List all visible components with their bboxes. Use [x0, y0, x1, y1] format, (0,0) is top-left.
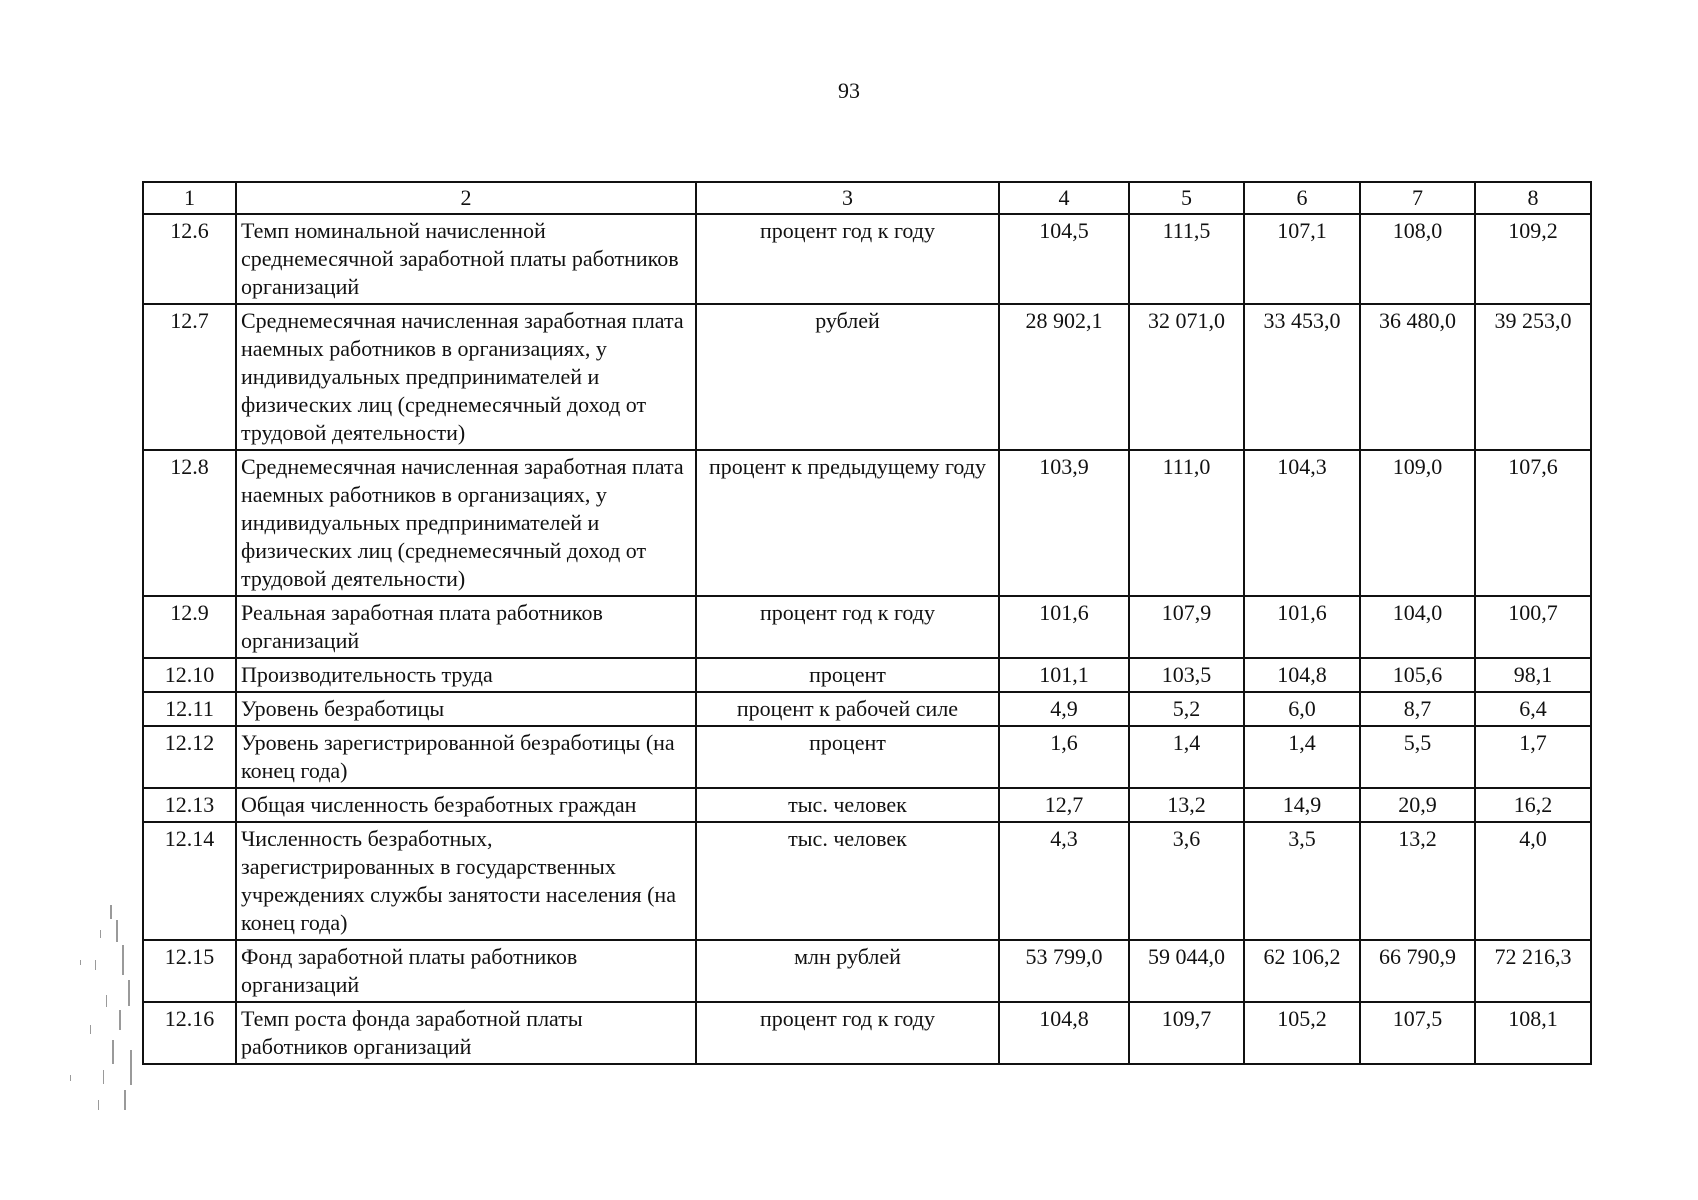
- column-header: 2: [236, 182, 696, 214]
- table-row: [143, 726, 1591, 788]
- column-header: 5: [1129, 182, 1244, 214]
- value-cell: 33 453,0: [1244, 304, 1360, 450]
- value-cell: 32 071,0: [1129, 304, 1244, 450]
- value-cell: 111,5: [1129, 214, 1244, 304]
- row-number: 12.13: [143, 788, 236, 822]
- value-cell: 4,0: [1475, 822, 1591, 940]
- unit: тыс. человек: [696, 788, 999, 822]
- value-cell: 3,5: [1244, 822, 1360, 940]
- value-cell: 104,0: [1360, 596, 1475, 658]
- header-row: [143, 182, 1591, 214]
- value-cell: 6,4: [1475, 692, 1591, 726]
- value-cell: 111,0: [1129, 450, 1244, 596]
- indicator-name: Численность безработных, зарегистрированных в государственных учреждениях службы занятости населения (на конец года): [236, 822, 696, 940]
- value-cell: 4,3: [999, 822, 1129, 940]
- table-row: [143, 214, 1591, 304]
- column-header: 6: [1244, 182, 1360, 214]
- unit: млн рублей: [696, 940, 999, 1002]
- value-cell: 66 790,9: [1360, 940, 1475, 1002]
- unit: процент к предыдущему году: [696, 450, 999, 596]
- column-header: 3: [696, 182, 999, 214]
- value-cell: 103,9: [999, 450, 1129, 596]
- value-cell: 100,7: [1475, 596, 1591, 658]
- value-cell: 1,4: [1244, 726, 1360, 788]
- column-header: 1: [143, 182, 236, 214]
- unit: процент к рабочей силе: [696, 692, 999, 726]
- value-cell: 109,2: [1475, 214, 1591, 304]
- table-row: [143, 658, 1591, 692]
- indicator-name: Темп номинальной начисленной среднемесячной заработной платы работников организаций: [236, 214, 696, 304]
- value-cell: 98,1: [1475, 658, 1591, 692]
- indicator-name: Темп роста фонда заработной платы работников организаций: [236, 1002, 696, 1064]
- column-header: 7: [1360, 182, 1475, 214]
- value-cell: 20,9: [1360, 788, 1475, 822]
- value-cell: 103,5: [1129, 658, 1244, 692]
- row-number: 12.9: [143, 596, 236, 658]
- value-cell: 1,7: [1475, 726, 1591, 788]
- indicator-name: Уровень зарегистрированной безработицы (на конец года): [236, 726, 696, 788]
- value-cell: 101,1: [999, 658, 1129, 692]
- row-number: 12.6: [143, 214, 236, 304]
- value-cell: 16,2: [1475, 788, 1591, 822]
- table-row: [143, 692, 1591, 726]
- table-row: [143, 450, 1591, 596]
- scan-margin-artifact: [40, 900, 135, 1120]
- value-cell: 62 106,2: [1244, 940, 1360, 1002]
- value-cell: 13,2: [1360, 822, 1475, 940]
- unit: тыс. человек: [696, 822, 999, 940]
- table-row: [143, 788, 1591, 822]
- value-cell: 109,0: [1360, 450, 1475, 596]
- value-cell: 72 216,3: [1475, 940, 1591, 1002]
- value-cell: 107,1: [1244, 214, 1360, 304]
- row-number: 12.15: [143, 940, 236, 1002]
- value-cell: 1,6: [999, 726, 1129, 788]
- value-cell: 3,6: [1129, 822, 1244, 940]
- row-number: 12.8: [143, 450, 236, 596]
- value-cell: 5,2: [1129, 692, 1244, 726]
- value-cell: 36 480,0: [1360, 304, 1475, 450]
- value-cell: 14,9: [1244, 788, 1360, 822]
- value-cell: 104,5: [999, 214, 1129, 304]
- value-cell: 107,5: [1360, 1002, 1475, 1064]
- indicator-name: Производительность труда: [236, 658, 696, 692]
- page-number: 93: [838, 78, 860, 103]
- value-cell: 53 799,0: [999, 940, 1129, 1002]
- table-row: [143, 304, 1591, 450]
- value-cell: 109,7: [1129, 1002, 1244, 1064]
- row-number: 12.16: [143, 1002, 236, 1064]
- value-cell: 105,6: [1360, 658, 1475, 692]
- value-cell: 12,7: [999, 788, 1129, 822]
- indicators-table: [142, 181, 1592, 1065]
- value-cell: 59 044,0: [1129, 940, 1244, 1002]
- unit: процент год к году: [696, 214, 999, 304]
- value-cell: 108,0: [1360, 214, 1475, 304]
- value-cell: 5,5: [1360, 726, 1475, 788]
- value-cell: 108,1: [1475, 1002, 1591, 1064]
- row-number: 12.11: [143, 692, 236, 726]
- value-cell: 104,8: [999, 1002, 1129, 1064]
- value-cell: 101,6: [1244, 596, 1360, 658]
- value-cell: 28 902,1: [999, 304, 1129, 450]
- unit: рублей: [696, 304, 999, 450]
- indicator-name: Реальная заработная плата работников организаций: [236, 596, 696, 658]
- value-cell: 6,0: [1244, 692, 1360, 726]
- unit: процент год к году: [696, 596, 999, 658]
- row-number: 12.7: [143, 304, 236, 450]
- indicator-name: Среднемесячная начисленная заработная плата наемных работников в организациях, у индивидуальных предпринимателей и физических лиц (среднемесячный доход от трудовой деятельности): [236, 304, 696, 450]
- value-cell: 104,3: [1244, 450, 1360, 596]
- unit: процент год к году: [696, 1002, 999, 1064]
- value-cell: 4,9: [999, 692, 1129, 726]
- value-cell: 104,8: [1244, 658, 1360, 692]
- value-cell: 1,4: [1129, 726, 1244, 788]
- table-row: [143, 822, 1591, 940]
- value-cell: 8,7: [1360, 692, 1475, 726]
- unit: процент: [696, 658, 999, 692]
- value-cell: 105,2: [1244, 1002, 1360, 1064]
- indicator-name: Общая численность безработных граждан: [236, 788, 696, 822]
- table-row: [143, 1002, 1591, 1064]
- row-number: 12.14: [143, 822, 236, 940]
- value-cell: 13,2: [1129, 788, 1244, 822]
- value-cell: 107,6: [1475, 450, 1591, 596]
- column-header: 4: [999, 182, 1129, 214]
- indicator-name: Среднемесячная начисленная заработная плата наемных работников в организациях, у индивидуальных предпринимателей и физических лиц (среднемесячный доход от трудовой деятельности): [236, 450, 696, 596]
- value-cell: 101,6: [999, 596, 1129, 658]
- value-cell: 107,9: [1129, 596, 1244, 658]
- row-number: 12.12: [143, 726, 236, 788]
- indicator-name: Уровень безработицы: [236, 692, 696, 726]
- table-row: [143, 596, 1591, 658]
- indicators-table-container: [142, 181, 1590, 1065]
- value-cell: 39 253,0: [1475, 304, 1591, 450]
- unit: процент: [696, 726, 999, 788]
- row-number: 12.10: [143, 658, 236, 692]
- column-header: 8: [1475, 182, 1591, 214]
- table-row: [143, 940, 1591, 1002]
- indicator-name: Фонд заработной платы работников организаций: [236, 940, 696, 1002]
